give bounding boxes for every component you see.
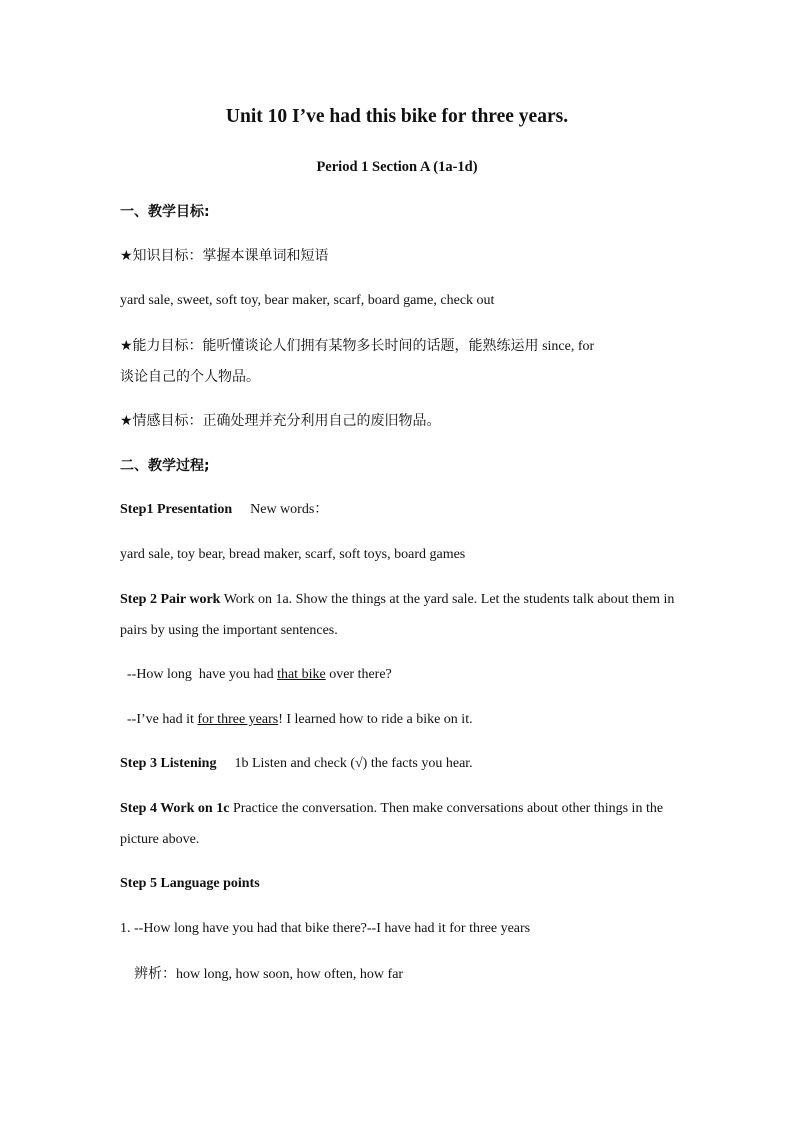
section1-heading: 一、教学目标: [120,204,210,220]
language-point-1-note [134,964,694,985]
vocab-line: yard sale, sweet, soft toy, bear maker, scarf, board game, check out [120,293,495,308]
objective-ability-cn: ★能力目标：能听懂谈论人们拥有某物多长时间的话题，能熟练运用 [120,338,539,354]
objective-emotion: ★情感目标：正确处理并充分利用自己的废旧物品。 [120,413,441,429]
dialog2-pre: --I’ve had it [120,712,198,727]
step2-text: Work on 1a. Show the things at the yard sale. Let the students talk about them in pairs by using the important sentences. [120,592,675,638]
dialog1-underlined: that bike [277,667,326,682]
step1-label: Step1 Presentation [120,502,233,517]
step1-text: New words： [250,502,329,517]
step4-text: Practice the conversation. Then make conversations about other things in the picture above. [120,801,664,847]
step1 [120,500,680,520]
step5-label: Step 5 Language points [120,876,260,891]
objective-ability [120,336,680,357]
document-subtitle: Period 1 Section A (1a-1d) [316,159,478,175]
document-title: Unit 10 I’ve had this bike for three years. [225,106,569,127]
step5 [120,874,680,894]
dialog2-post: ! I learned how to ride a bike on it. [278,712,473,727]
step2 [120,584,680,646]
objective-ability-en: since, for [538,339,595,354]
note-en: how long, how soon, how often, how far [176,967,404,982]
step3-text: 1b Listen and check (√) the facts you hear. [234,756,473,771]
dialog1-post: over there? [325,667,392,682]
step4-label: Step 4 Work on 1c [120,801,230,816]
objective-knowledge: ★知识目标：掌握本课单词和短语 [120,248,329,264]
objective-ability-line2: 谈论自己的个人物品。 [120,369,260,385]
dialog-line-1 [120,665,680,685]
step3 [120,754,680,774]
dialog-line-2 [120,710,680,730]
dialog2-underlined: for three years [197,712,279,727]
dialog1-pre: --How long have you had [120,667,278,682]
step3-label: Step 3 Listening [120,756,217,771]
section2-heading: 二、教学过程; [120,458,210,474]
step1-words: yard sale, toy bear, bread maker, scarf, soft toys, board games [120,547,466,562]
language-point-1: 1. --How long have you had that bike there?--I have had it for three years [120,921,531,936]
step2-label: Step 2 Pair work [120,592,221,607]
step4 [120,793,680,855]
note-cn: 辨析： [134,966,176,982]
